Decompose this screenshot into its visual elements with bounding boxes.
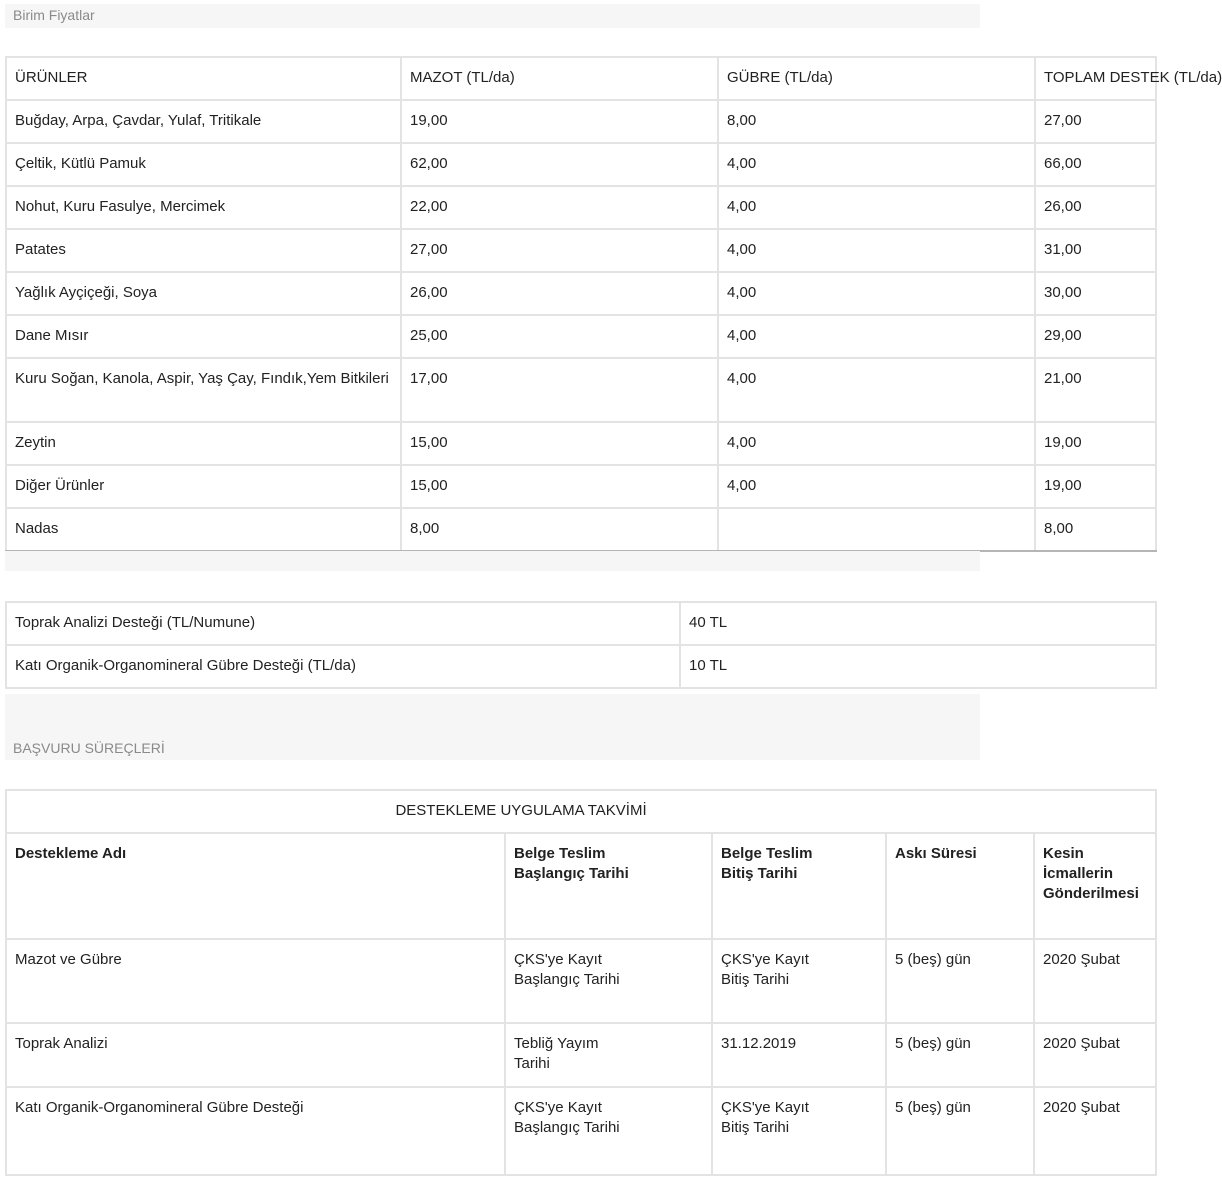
table-cell: Zeytin [6, 422, 401, 465]
table-cell: ÇKS'ye Kayıt Bitiş Tarihi [712, 1087, 886, 1175]
header-cell: Askı Süresi [886, 833, 1034, 939]
table-cell: 62,00 [401, 143, 718, 186]
spacer-band [5, 551, 980, 571]
table-header-row [6, 833, 1156, 939]
table-cell: Nohut, Kuru Fasulye, Mercimek [6, 186, 401, 229]
table-cell: 5 (beş) gün [886, 1023, 1034, 1087]
unit-prices-table [5, 56, 1222, 552]
table-cell: 22,00 [401, 186, 718, 229]
table-cell: 4,00 [718, 465, 1035, 508]
schedule-title-row [6, 790, 1156, 833]
table-cell: 4,00 [718, 143, 1035, 186]
table-row [6, 1023, 1156, 1087]
table-cell: 40 TL [680, 602, 1156, 645]
table-cell: 8,00 [401, 508, 718, 551]
table-cell: Çeltik, Kütlü Pamuk [6, 143, 401, 186]
table-header-row [6, 57, 1156, 100]
table-cell: 5 (beş) gün [886, 1087, 1034, 1175]
section-unit-prices [5, 4, 980, 28]
table-cell: 26,00 [401, 272, 718, 315]
table-cell: 19,00 [1035, 422, 1156, 465]
table-cell: 2020 Şubat [1034, 1087, 1156, 1175]
table-cell: 4,00 [718, 229, 1035, 272]
table-row [6, 143, 1156, 186]
table-cell: 15,00 [401, 422, 718, 465]
table-cell: 31.12.2019 [712, 1023, 886, 1087]
table-row [6, 100, 1156, 143]
table-row [6, 465, 1156, 508]
table-cell: Dane Mısır [6, 315, 401, 358]
table-cell: 17,00 [401, 358, 718, 422]
table-row [6, 1087, 1156, 1175]
table-row [6, 939, 1156, 1023]
section-unit-prices-title: Birim Fiyatlar [13, 7, 95, 23]
schedule-table [5, 789, 1157, 1176]
table-cell: Kuru Soğan, Kanola, Aspir, Yaş Çay, Fındık,Yem Bitkileri [6, 358, 401, 422]
table-cell: 8,00 [718, 100, 1035, 143]
table-cell: Yağlık Ayçiçeği, Soya [6, 272, 401, 315]
table-cell: 29,00 [1035, 315, 1156, 358]
table-cell: 8,00 [1035, 508, 1156, 551]
header-cell: Destekleme Adı [6, 833, 505, 939]
header-cell: Belge Teslim Bitiş Tarihi [712, 833, 886, 939]
table-row [6, 422, 1156, 465]
table-cell: 30,00 [1035, 272, 1156, 315]
table-cell: Tebliğ Yayım Tarihi [505, 1023, 712, 1087]
table-cell: 27,00 [401, 229, 718, 272]
table-cell: Katı Organik-Organomineral Gübre Desteği (TL/da) [6, 645, 680, 688]
table-cell: 10 TL [680, 645, 1156, 688]
table-cell [718, 508, 1035, 551]
table-row [6, 272, 1156, 315]
table-cell: Diğer Ürünler [6, 465, 401, 508]
table-cell: 31,00 [1035, 229, 1156, 272]
table-cell: 15,00 [401, 465, 718, 508]
table-row [6, 602, 1156, 645]
header-cell: GÜBRE (TL/da) [718, 57, 1035, 100]
table-cell: 27,00 [1035, 100, 1156, 143]
section-application-title: BAŞVURU SÜREÇLERİ [13, 740, 165, 756]
table-cell: Katı Organik-Organomineral Gübre Desteği [6, 1087, 505, 1175]
table-cell: ÇKS'ye Kayıt Başlangıç Tarihi [505, 939, 712, 1023]
table-cell: ÇKS'ye Kayıt Bitiş Tarihi [712, 939, 886, 1023]
table-cell: 4,00 [718, 315, 1035, 358]
header-cell: Belge Teslim Başlangıç Tarihi [505, 833, 712, 939]
header-cell: TOPLAM DESTEK (TL/da) [1035, 57, 1156, 100]
table-cell: Toprak Analizi Desteği (TL/Numune) [6, 602, 680, 645]
table-cell: 19,00 [401, 100, 718, 143]
table-cell: Mazot ve Gübre [6, 939, 505, 1023]
header-cell: ÜRÜNLER [6, 57, 401, 100]
header-cell: MAZOT (TL/da) [401, 57, 718, 100]
table-cell: 4,00 [718, 186, 1035, 229]
table-cell: 4,00 [718, 422, 1035, 465]
table-row [6, 229, 1156, 272]
table-cell: 4,00 [718, 358, 1035, 422]
table-row [6, 186, 1156, 229]
table-row [6, 645, 1156, 688]
table-cell: 21,00 [1035, 358, 1156, 422]
table-cell: Nadas [6, 508, 401, 551]
section-application [5, 694, 980, 760]
table-cell: 19,00 [1035, 465, 1156, 508]
table-cell: 2020 Şubat [1034, 939, 1156, 1023]
extra-support-table [5, 601, 1157, 689]
schedule-title: DESTEKLEME UYGULAMA TAKVİMİ [6, 790, 1156, 833]
table-cell: Patates [6, 229, 401, 272]
table-row [6, 508, 1156, 551]
table-cell: Buğday, Arpa, Çavdar, Yulaf, Tritikale [6, 100, 401, 143]
table-row [6, 358, 1156, 422]
table-cell: 26,00 [1035, 186, 1156, 229]
table-cell: 5 (beş) gün [886, 939, 1034, 1023]
table-cell: 25,00 [401, 315, 718, 358]
table-cell: Toprak Analizi [6, 1023, 505, 1087]
table-cell: ÇKS'ye Kayıt Başlangıç Tarihi [505, 1087, 712, 1175]
header-cell: Kesin İcmallerin Gönderilmesi [1034, 833, 1156, 939]
table-cell: 66,00 [1035, 143, 1156, 186]
table-cell: 4,00 [718, 272, 1035, 315]
table-cell: 2020 Şubat [1034, 1023, 1156, 1087]
table-row [6, 315, 1156, 358]
